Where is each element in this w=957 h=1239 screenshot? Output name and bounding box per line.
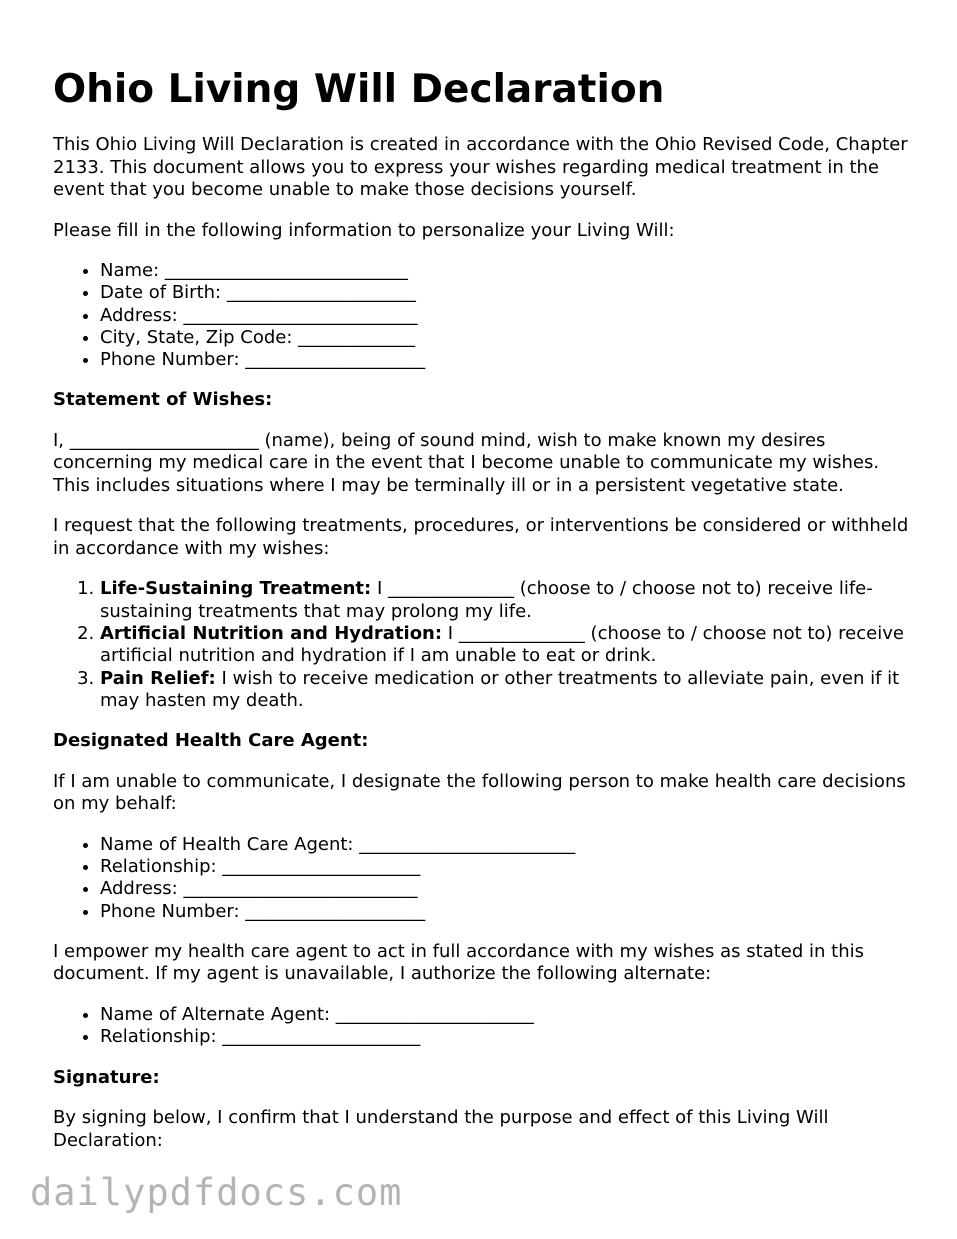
treatment-text: I wish to receive medication or other treatments to alleviate pain, even if it may hasten my death. bbox=[100, 667, 900, 711]
agent-field-relationship: • Relationship: ______________________ bbox=[100, 856, 915, 878]
treatment-list bbox=[53, 578, 915, 712]
watermark: dailypdfdocs.com bbox=[30, 1171, 403, 1214]
wishes-heading: Statement of Wishes: bbox=[53, 389, 273, 411]
treatment-item bbox=[100, 578, 915, 623]
personal-field-name: • Name: ___________________________ bbox=[100, 260, 915, 282]
document-title: Ohio Living Will Declaration bbox=[53, 67, 665, 112]
agent-field-name: • Name of Health Care Agent: ________________________ bbox=[100, 834, 915, 856]
treatment-text: I ______________ (choose to / choose not to) receive artificial nutrition and hydration if I am unable to eat or drink. bbox=[100, 623, 904, 667]
document-page bbox=[53, 62, 915, 1170]
treatment-item bbox=[100, 623, 915, 668]
agent-field-address: • Address: __________________________ bbox=[100, 878, 915, 900]
personal-info-list bbox=[53, 260, 915, 371]
personal-field-city-state-zip: • City, State, Zip Code: _____________ bbox=[100, 327, 915, 349]
agent-info-list bbox=[53, 834, 915, 923]
agent-intro: If I am unable to communicate, I designate the following person to make health care decisions on my behalf: bbox=[53, 770, 906, 815]
signature-heading: Signature: bbox=[53, 1066, 160, 1088]
personal-field-address: • Address: __________________________ bbox=[100, 305, 915, 327]
alternate-field-name: • Name of Alternate Agent: ______________________ bbox=[100, 1004, 915, 1026]
treatment-text: I ______________ (choose to / choose not to) receive life-sustaining treatments that may prolong my life. bbox=[100, 578, 873, 622]
wishes-request: I request that the following treatments, procedures, or interventions be considered or withheld in accordance with my wishes: bbox=[53, 515, 909, 559]
agent-empower-paragraph: I empower my health care agent to act in full accordance with my wishes as stated in this document. If my agent is unavailable, I authorize the following alternate: bbox=[53, 940, 864, 985]
treatment-label: Artificial Nutrition and Hydration: bbox=[100, 623, 443, 645]
alternate-agent-list bbox=[53, 1004, 915, 1049]
treatment-label: Pain Relief: bbox=[100, 667, 216, 689]
treatment-label: Life-Sustaining Treatment: bbox=[100, 578, 372, 600]
treatment-item bbox=[100, 668, 915, 713]
personal-field-dob: • Date of Birth: _____________________ bbox=[100, 282, 915, 304]
agent-field-phone: • Phone Number: ____________________ bbox=[100, 901, 915, 923]
intro-paragraph: This Ohio Living Will Declaration is created in accordance with the Ohio Revised Code, Chapter 2133. This document allows you to express your wishes regarding medical treatment in the event that you become unable to make those decisions yourself. bbox=[53, 134, 908, 200]
agent-heading: Designated Health Care Agent: bbox=[53, 730, 369, 752]
wishes-statement: I, _____________________ (name), being of sound mind, wish to make known my desires concerning my medical care in the event that I become unable to communicate my wishes. This includes situations where I may be terminally ill or in a persistent vegetative state. bbox=[53, 429, 880, 496]
signature-text: By signing below, I confirm that I understand the purpose and effect of this Living Will Declaration: bbox=[53, 1107, 829, 1151]
alternate-field-relationship: • Relationship: ______________________ bbox=[100, 1026, 915, 1048]
personal-field-phone: • Phone Number: ____________________ bbox=[100, 349, 915, 371]
personal-info-prompt: Please fill in the following information to personalize your Living Will: bbox=[53, 219, 675, 241]
